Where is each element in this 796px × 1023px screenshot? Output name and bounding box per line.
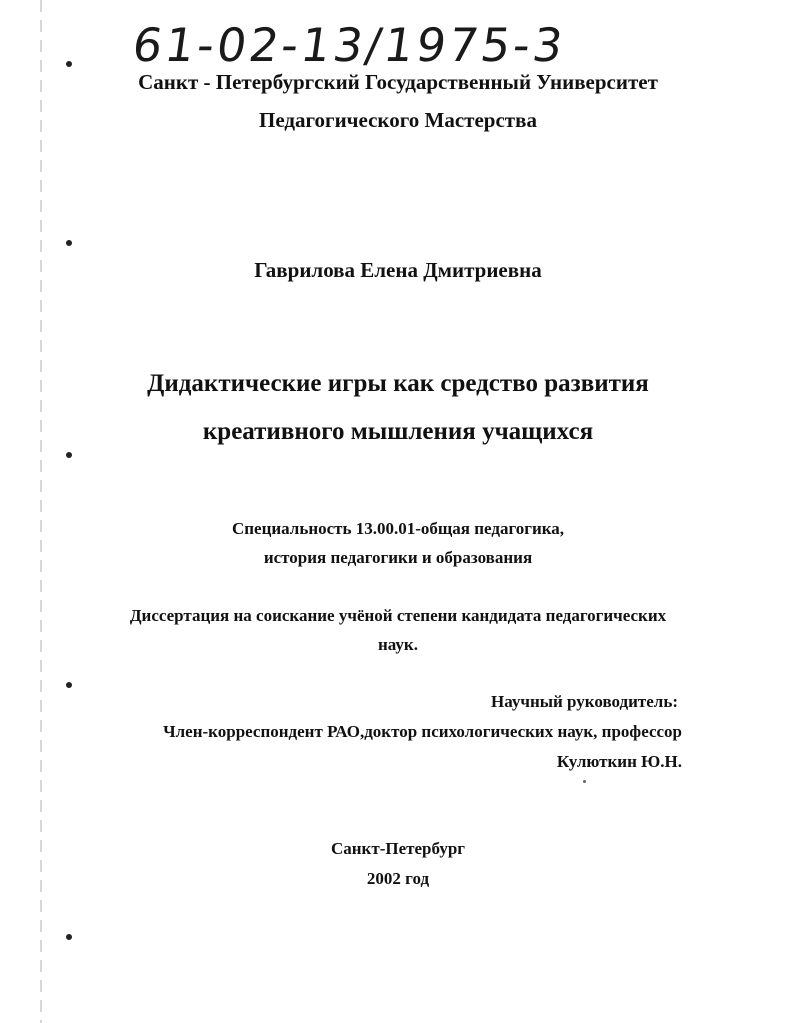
city: Санкт-Петербург <box>330 839 466 858</box>
binding-hole-mark <box>66 452 72 458</box>
author-name: Гаврилова Елена Дмитриевна <box>254 258 542 282</box>
supervisor-label: Научный руководитель: <box>491 692 678 711</box>
specialty-line-1: Специальность 13.00.01-общая педагогика, <box>231 519 565 538</box>
faculty-name: Педагогического Мастерства <box>259 108 537 132</box>
dissertation-line-2: наук. <box>378 635 418 654</box>
supervisor-name: Кулюткин Ю.Н. <box>556 752 682 771</box>
thesis-title-line-2: креативного мышления учащихся <box>202 418 594 445</box>
binding-hole-mark <box>66 682 72 688</box>
supervisor-titles: Член-корреспондент РАО,доктор психологических наук, профессор <box>163 722 682 741</box>
thesis-title-line-1: Дидактические игры как средство развития <box>147 370 649 397</box>
binding-hole-mark <box>66 61 72 67</box>
binding-hole-mark <box>66 240 72 246</box>
year: 2002 год <box>366 869 430 888</box>
dissertation-line-1: Диссертация на соискание учёной степени кандидата педагогических <box>129 606 667 625</box>
scan-speck <box>583 780 586 783</box>
handwritten-archive-code: 61-02-13/1975-3 <box>129 18 570 72</box>
binding-hole-mark <box>66 934 72 940</box>
university-name: Санкт - Петербургский Государственный Университет <box>138 70 658 94</box>
specialty-line-2: история педагогики и образования <box>263 548 533 567</box>
